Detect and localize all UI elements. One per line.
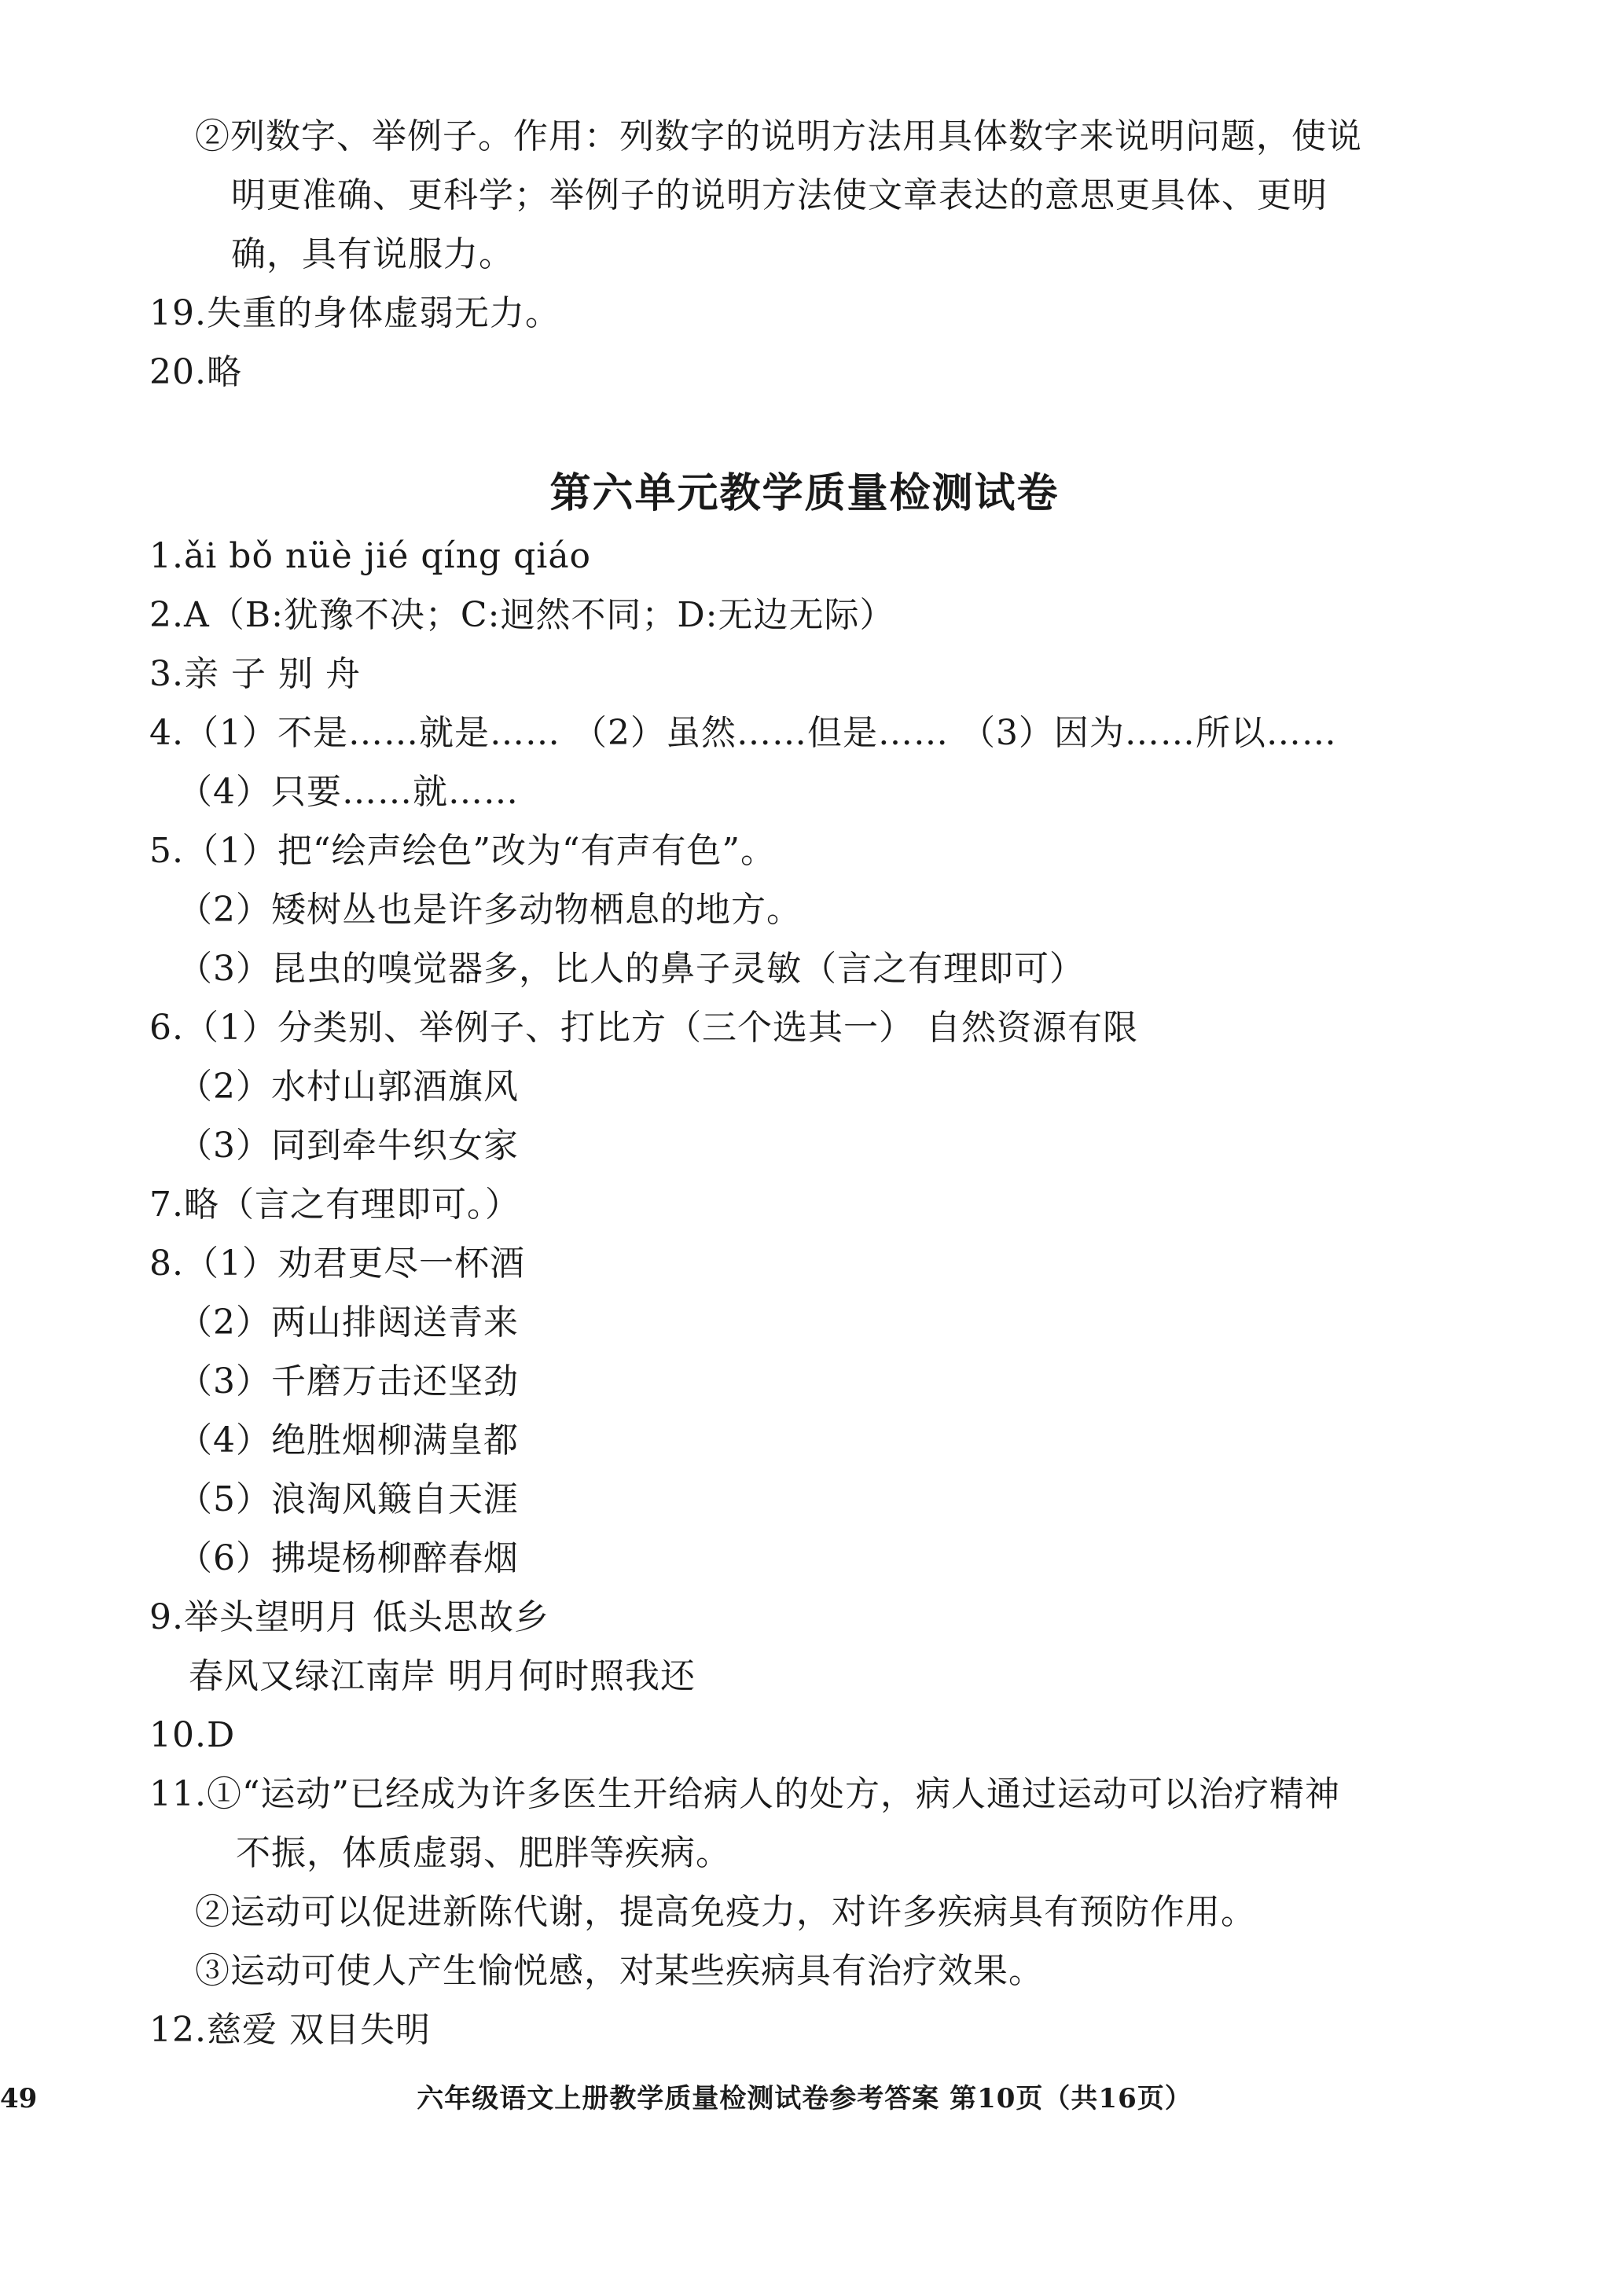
answer-line: （2）矮树丛也是许多动物栖息的地方。 — [178, 890, 802, 930]
answer-line: （3）千磨万击还坚劲 — [178, 1361, 519, 1401]
answer-line: 12.慈爱 双目失明 — [149, 2010, 431, 2050]
answer-line: 20.略 — [149, 352, 242, 392]
answer-line: 不振，体质虚弱、肥胖等疾病。 — [236, 1833, 731, 1873]
page-number: 49 — [0, 2083, 38, 2114]
answer-line: ②运动可以促进新陈代谢，提高免疫力，对许多疾病具有预防作用。 — [195, 1892, 1256, 1932]
answer-line: 3.亲 子 别 舟 — [149, 654, 361, 694]
answer-line: （4）只要……就…… — [178, 772, 519, 812]
answer-line: 11.①“运动”已经成为许多医生开给病人的处方，病人通过运动可以治疗精神 — [149, 1774, 1340, 1814]
answer-line: 19.失重的身体虚弱无力。 — [149, 293, 560, 333]
answer-line: （3）同到牵牛织女家 — [178, 1126, 519, 1166]
answer-line: 9.举头望明月 低头思故乡 — [149, 1597, 549, 1637]
answer-line: 7.略（言之有理即可。） — [149, 1185, 520, 1225]
answer-line: ③运动可使人产生愉悦感，对某些疾病具有治疗效果。 — [195, 1951, 1044, 1991]
answer-line: 8.（1）劝君更尽一杯酒 — [149, 1244, 525, 1284]
answer-line: （2）两山排闼送青来 — [178, 1302, 519, 1343]
answer-line: 春风又绿江南岸 明月何时照我还 — [189, 1656, 696, 1696]
answer-line: （2）水村山郭酒旗风 — [178, 1067, 519, 1107]
answer-line: 6.（1）分类别、举例子、打比方（三个选其一） 自然资源有限 — [149, 1008, 1138, 1048]
answer-line: （3）昆虫的嗅觉器多，比人的鼻子灵敏（言之有理即可） — [178, 949, 1085, 989]
answer-line: 5.（1）把“绘声绘色”改为“有声有色”。 — [149, 831, 776, 871]
answer-line: （6）拂堤杨柳醉春烟 — [178, 1538, 519, 1578]
answer-line: 确，具有说服力。 — [231, 234, 514, 274]
page-footer: 六年级语文上册教学质量检测试卷参考答案 第10页（共16页） — [417, 2083, 1192, 2114]
answer-line: 2.A（B:犹豫不决；C:迥然不同；D:无边无际） — [149, 595, 895, 635]
answer-line: （4）绝胜烟柳满皇都 — [178, 1420, 519, 1460]
answer-line: ②列数字、举例子。作用：列数字的说明方法用具体数字来说明问题，使说 — [195, 116, 1362, 156]
answer-line: 10.D — [149, 1715, 236, 1755]
answer-line: 4.（1）不是……就是…… （2）虽然……但是…… （3）因为……所以…… — [149, 713, 1337, 753]
section-title: 第六单元教学质量检测试卷 — [549, 469, 1060, 517]
answer-line: （5）浪淘风簸自天涯 — [178, 1479, 519, 1519]
answer-line: 明更准确、更科学；举例子的说明方法使文章表达的意思更具体、更明 — [231, 175, 1328, 215]
answer-line: 1.ǎi bǒ nüè jié qíng qiáo — [149, 536, 592, 576]
